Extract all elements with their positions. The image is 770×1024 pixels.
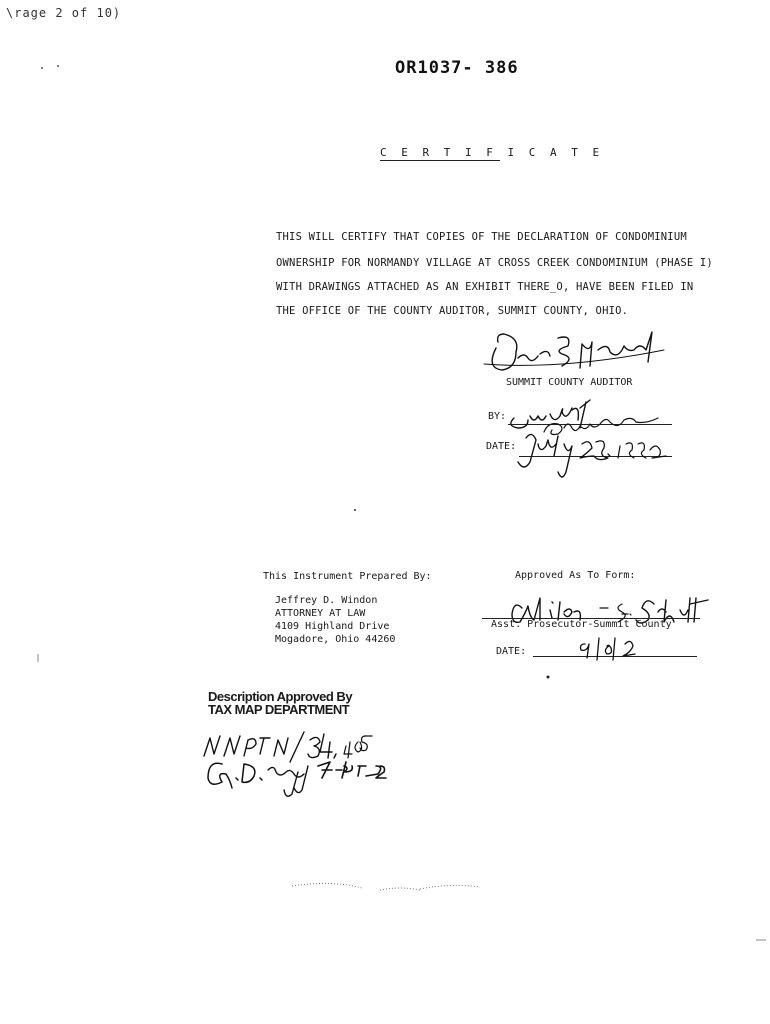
certificate-body-line-1: THIS WILL CERTIFY THAT COPIES OF THE DECLARATION OF CONDOMINIUM [276,231,687,243]
title-underline [380,160,500,161]
preparer-address-line-1: 4109 Highland Drive [275,621,390,632]
tax-map-handwriting-line-2 [200,752,420,802]
by-label: BY: [488,411,507,422]
preparer-address-line-2: Mogadore, Ohio 44260 [275,634,396,645]
certificate-title: C E R T I F I C A T E [380,146,604,159]
approval-heading: Approved As To Form: [515,570,636,581]
recording-number: OR1037- 386 [395,58,519,78]
auditor-date-handwriting [512,428,682,478]
approval-title: Asst. Prosecutor-Summit County [491,619,672,630]
auditor-title: SUMMIT COUNTY AUDITOR [506,377,633,388]
approval-date-handwriting [575,636,655,666]
certificate-body-line-2: OWNERSHIP FOR NORMANDY VILLAGE AT CROSS CREEK CONDOMINIUM (PHASE I) [276,257,713,269]
tax-map-stamp-line-2: TAX MAP DEPARTMENT [208,702,350,717]
page-number-marker: \rage 2 of 10) [6,6,122,20]
date-label-auditor: DATE: [486,441,517,452]
certificate-body-line-4: THE OFFICE OF THE COUNTY AUDITOR, SUMMIT COUNTY, OHIO. [276,305,629,317]
preparer-title: ATTORNEY AT LAW [275,608,366,619]
preparer-name: Jeffrey D. Windon [275,595,378,606]
date-label-approval: DATE: [496,646,527,657]
auditor-signature [478,328,678,378]
preparer-heading: This Instrument Prepared By: [263,571,432,582]
certificate-body-line-3: WITH DRAWINGS ATTACHED AS AN EXHIBIT THERE_O, HAVE BEEN FILED IN [276,281,694,293]
tax-map-stamp-line-1: Description Approved By [208,689,353,704]
